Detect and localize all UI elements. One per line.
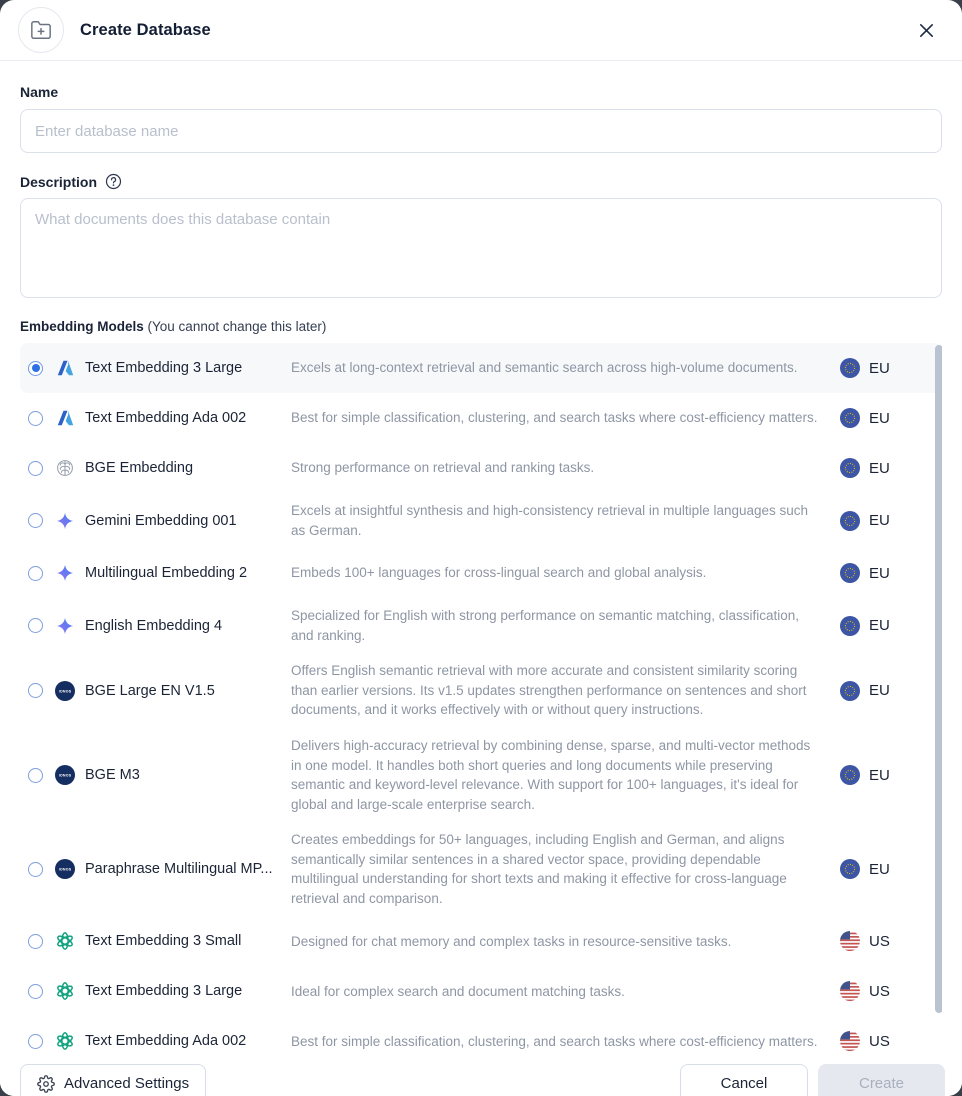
model-radio[interactable] [28,566,43,581]
model-description: Ideal for complex search and document matching tasks. [291,983,625,999]
region-label: EU [869,860,890,878]
advanced-settings-button[interactable] [20,1064,206,1096]
model-row[interactable] [20,493,942,548]
azure-icon [55,358,75,378]
model-row[interactable] [20,916,942,966]
us-flag-icon [840,981,860,1001]
model-row[interactable] [20,393,942,443]
model-name: Gemini Embedding 001 [85,512,237,529]
openai-icon [55,931,75,951]
model-radio[interactable] [28,683,43,698]
model-description: Excels at long-context retrieval and semantic search across high-volume documents. [291,360,798,376]
region-badge [840,931,894,951]
openai-icon [55,1031,75,1051]
ionos-icon [55,681,75,701]
region-badge [840,616,894,636]
model-name: BGE Large EN V1.5 [85,682,215,699]
gear-icon [37,1075,55,1093]
model-name: English Embedding 4 [85,617,223,634]
model-radio[interactable] [28,618,43,633]
ionos-icon [55,859,75,879]
model-name: Paraphrase Multilingual MP... [85,861,273,878]
close-button[interactable] [912,16,940,44]
database-description-input[interactable] [20,198,942,298]
name-label: Name [20,84,59,100]
gemini-icon [55,563,75,583]
model-row[interactable] [20,548,942,598]
modal-body [0,61,962,334]
modal-header [0,0,962,61]
model-name: Text Embedding Ada 002 [85,1033,247,1050]
model-description: Strong performance on retrieval and ranking tasks. [291,460,595,476]
region-label: EU [869,564,890,582]
model-description: Offers English semantic retrieval with more accurate and consistent similarity scoring than earlier versions. Its v1.5 updates strengthen performance on sentences and short documents, and it works effectively with or without query instructions. [291,663,807,718]
create-button[interactable]: Create [818,1064,945,1096]
eu-flag-icon [840,511,860,531]
model-description: Best for simple classification, clustering, and search tasks where cost-efficiency matters. [291,1033,818,1049]
model-row[interactable] [20,343,942,393]
model-name: BGE M3 [85,767,140,784]
eu-flag-icon [840,681,860,701]
region-badge [840,981,894,1001]
database-name-input[interactable] [20,109,942,153]
model-row[interactable] [20,822,942,916]
region-badge [840,511,894,531]
svg-text:IONOS: IONOS [58,868,72,873]
page-title: Create Database [80,20,211,39]
azure-icon [55,408,75,428]
advanced-settings-label: Advanced Settings [64,1075,190,1092]
eu-flag-icon [840,458,860,478]
help-icon[interactable] [105,173,122,190]
ionos-icon [55,765,75,785]
eu-flag-icon [840,765,860,785]
model-row[interactable] [20,1016,942,1056]
region-badge [840,458,894,478]
model-description: Delivers high-accuracy retrieval by combining dense, sparse, and multi-vector methods in one model. It handles both short queries and long documents while preserving semantic and keyword-level relevance. With support for 100+ languages, it's ideal for global and large-scale enterprise search. [291,737,811,812]
eu-flag-icon [840,859,860,879]
eu-flag-icon [840,358,860,378]
region-badge [840,563,894,583]
model-name: Text Embedding 3 Large [85,360,243,376]
modal-footer [0,1056,962,1096]
model-radio[interactable] [28,411,43,426]
model-name: Text Embedding 3 Large [85,983,243,1000]
region-label: EU [869,617,890,635]
model-name: BGE Embedding [85,460,194,476]
region-label: EU [869,409,890,427]
region-badge [840,1031,894,1051]
model-radio[interactable] [28,934,43,949]
model-description: Specialized for English with strong performance on semantic matching, classification, and ranking. [291,608,799,643]
model-row[interactable] [20,653,942,728]
svg-text:IONOS: IONOS [58,689,72,694]
model-description: Excels at insightful synthesis and high-consistency retrieval in multiple languages such as German. [291,503,809,538]
model-radio[interactable] [28,768,43,783]
region-label: EU [869,682,890,700]
models-section-label: Embedding Models (You cannot change this later) [20,319,327,334]
description-label: Description [20,173,942,190]
region-label: EU [869,459,890,477]
region-label: EU [869,512,890,530]
model-row[interactable] [20,966,942,1016]
model-description: Embeds 100+ languages for cross-lingual search and global analysis. [291,565,707,581]
svg-text:IONOS: IONOS [58,773,72,778]
scrollbar-thumb[interactable] [935,345,942,1013]
model-name: Text Embedding Ada 002 [85,410,247,426]
eu-flag-icon [840,616,860,636]
region-label: EU [869,766,890,784]
eu-flag-icon [840,408,860,428]
model-row[interactable] [20,598,942,653]
cancel-button[interactable]: Cancel [680,1064,808,1096]
region-badge [840,859,894,879]
gemini-icon [55,511,75,531]
region-badge [840,408,894,428]
region-label: US [869,1032,890,1050]
region-label: US [869,932,890,950]
us-flag-icon [840,1031,860,1051]
openai-icon [55,981,75,1001]
region-label: US [869,982,890,1000]
region-badge [840,681,894,701]
brain-icon [55,458,75,478]
model-description: Designed for chat memory and complex tasks in resource-sensitive tasks. [291,933,732,949]
folder-plus-icon [18,7,64,53]
model-radio[interactable] [28,461,43,476]
model-description: Creates embeddings for 50+ languages, including English and German, and aligns semantically similar sentences in a shared vector space, providing dependable multilingual understanding for short texts and making it effective for cross-language retrieval and comparison. [291,832,787,906]
model-radio[interactable] [28,361,43,376]
model-radio[interactable] [28,862,43,877]
model-row[interactable] [20,728,942,822]
model-name: Text Embedding 3 Small [85,933,242,950]
gemini-icon [55,616,75,636]
eu-flag-icon [840,563,860,583]
region-label: EU [869,359,890,377]
model-row[interactable] [20,443,942,493]
close-icon [917,21,936,40]
model-radio[interactable] [28,984,43,999]
model-radio[interactable] [28,513,43,528]
model-radio[interactable] [28,1034,43,1049]
model-list [20,343,942,1056]
region-badge [840,765,894,785]
model-name: Multilingual Embedding 2 [85,565,248,582]
region-badge [840,358,894,378]
model-description: Best for simple classification, clustering, and search tasks where cost-efficiency matters. [291,410,818,426]
us-flag-icon [840,931,860,951]
